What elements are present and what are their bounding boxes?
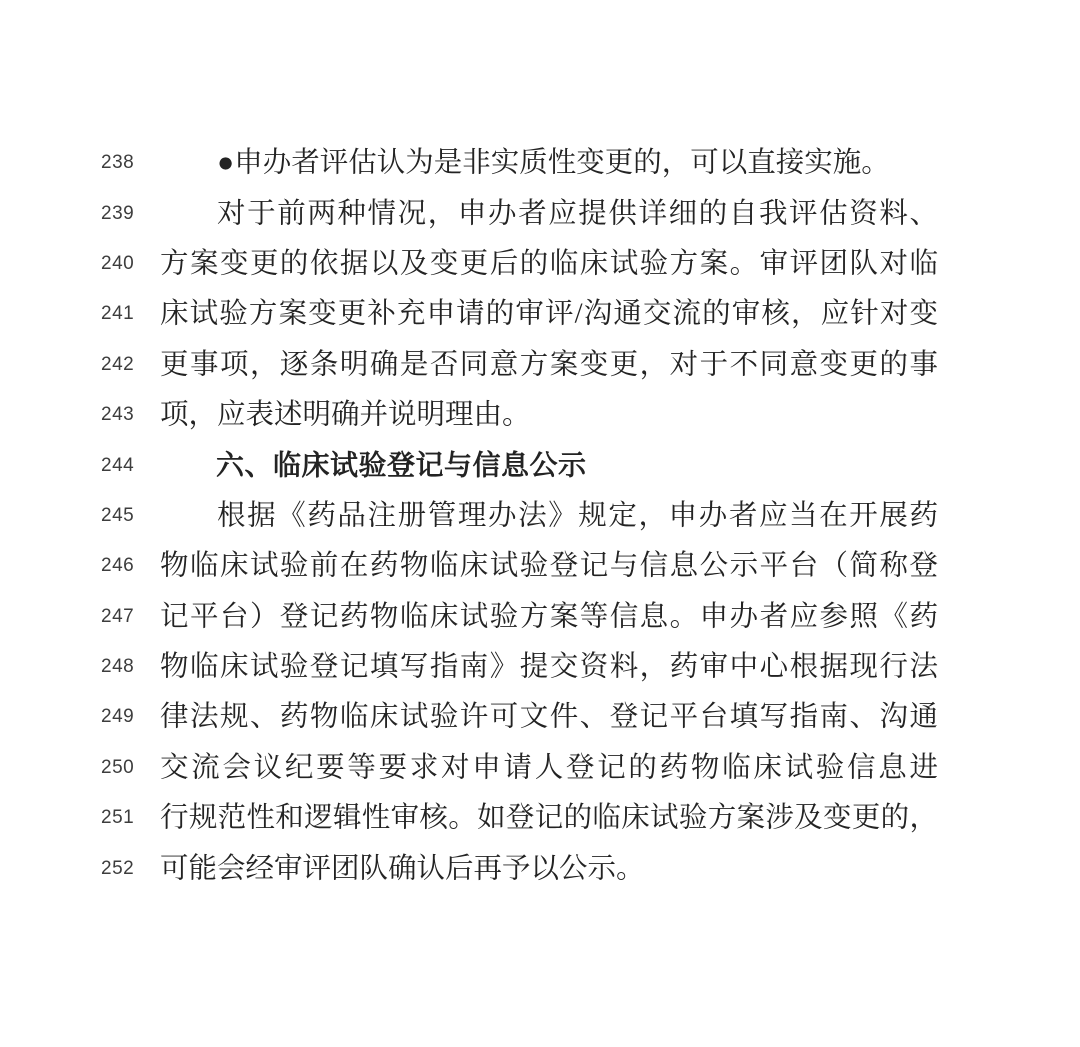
line-text: 交流会议纪要等要求对申请人登记的药物临床试验信息进 <box>160 752 938 784</box>
text-line <box>0 692 1080 742</box>
line-text: 物临床试验登记填写指南》提交资料，药审中心根据现行法 <box>160 651 938 683</box>
line-text: 律法规、药物临床试验许可文件、登记平台填写指南、沟通 <box>160 701 938 733</box>
line-number: 245 <box>101 504 135 526</box>
text-line <box>0 793 1080 843</box>
line-number: 251 <box>101 807 135 829</box>
text-line <box>0 642 1080 692</box>
line-text: 项，应表述明确并说明理由。 <box>160 399 531 431</box>
text-line <box>0 138 1080 188</box>
text-line <box>0 491 1080 541</box>
section-heading-line <box>0 440 1080 490</box>
text-line <box>0 340 1080 390</box>
document-text-block <box>0 138 1080 894</box>
text-line <box>0 289 1080 339</box>
text-line <box>0 188 1080 238</box>
line-number: 241 <box>101 303 135 325</box>
section-heading: 六、临床试验登记与信息公示 <box>216 449 587 481</box>
text-line <box>0 592 1080 642</box>
line-number: 240 <box>101 252 135 274</box>
line-number: 244 <box>101 454 135 476</box>
line-number: 248 <box>101 656 135 678</box>
line-number: 246 <box>101 555 135 577</box>
line-text: 更事项，逐条明确是否同意方案变更，对于不同意变更的事 <box>160 349 938 381</box>
line-text: 可能会经审评团队确认后再予以公示。 <box>160 852 645 884</box>
text-line <box>0 390 1080 440</box>
line-number: 247 <box>101 605 135 627</box>
line-number: 252 <box>101 857 135 879</box>
text-line <box>0 239 1080 289</box>
line-number: 239 <box>101 202 135 224</box>
text-line <box>0 541 1080 591</box>
text-line <box>0 743 1080 793</box>
line-text: 对于前两种情况，申办者应提供详细的自我评估资料、 <box>217 197 938 229</box>
line-number: 250 <box>101 756 135 778</box>
line-text: 记平台）登记药物临床试验方案等信息。申办者应参照《药 <box>160 601 938 633</box>
line-number: 238 <box>101 152 135 174</box>
text-line <box>0 843 1080 893</box>
line-number: 249 <box>101 706 135 728</box>
line-text: ●申办者评估认为是非实质性变更的，可以直接实施。 <box>217 147 890 179</box>
line-text: 根据《药品注册管理办法》规定，申办者应当在开展药 <box>217 500 938 532</box>
line-text: 方案变更的依据以及变更后的临床试验方案。审评团队对临 <box>160 248 938 280</box>
line-text: 床试验方案变更补充申请的审评/沟通交流的审核，应针对变 <box>160 298 938 330</box>
line-text: 行规范性和逻辑性审核。如登记的临床试验方案涉及变更的， <box>160 802 938 834</box>
line-number: 243 <box>101 404 135 426</box>
line-number: 242 <box>101 353 135 375</box>
line-text: 物临床试验前在药物临床试验登记与信息公示平台（简称登 <box>160 550 938 582</box>
